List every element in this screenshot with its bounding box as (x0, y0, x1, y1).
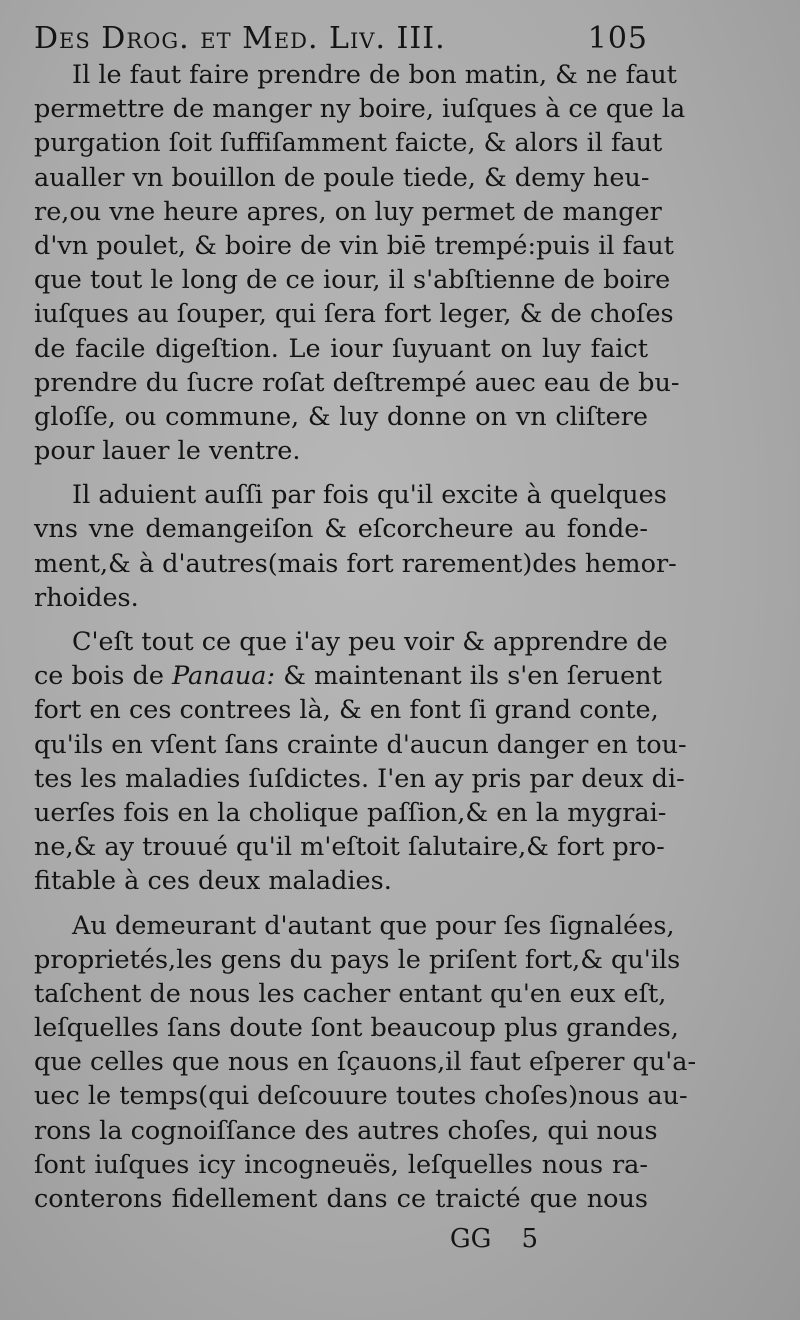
text-line: Il le faut faire prendre de bon matin, & ne faut (72, 60, 677, 90)
text-line: uerſes fois en la cholique paſſion,& en la mygrai- (34, 797, 667, 828)
running-head (34, 20, 648, 58)
text-line: vns vne demangeiſon & eſcorcheure au fonde- (34, 514, 648, 545)
text-line: uec le temps(qui deſcouure toutes choſes)nous au- (34, 1081, 688, 1112)
text-line: ce bois de Panaua: & maintenant ils s'en ſeruent (34, 661, 662, 692)
gathering-number: 5 (521, 1224, 538, 1255)
paragraph-gap (34, 468, 648, 478)
body-text (34, 58, 697, 1216)
text-line: Au demeurant d'autant que pour ſes ſignalées, (72, 910, 675, 941)
text-line: ſont iuſques icy incogneuës, leſquelles nous ra- (34, 1149, 648, 1180)
text-line: tes les maladies ſuſdictes. I'en ay pris par deux di- (34, 763, 685, 794)
text-line: aualler vn bouillon de poule tiede, & demy heu- (34, 162, 650, 193)
text-line: fort en ces contrees là, & en font ſi grand conte, (34, 695, 659, 726)
page-number: 105 (587, 21, 648, 56)
text-line: conterons fidellement dans ce traicté que nous (34, 1184, 648, 1214)
text-line: fitable à ces deux maladies. (34, 866, 392, 897)
text-line: rons la cognoiſſance des autres choſes, qui nous (34, 1115, 658, 1146)
paragraph (34, 478, 677, 615)
paragraph (34, 625, 687, 899)
text-line: pour lauer le ventre. (34, 436, 301, 467)
text-line: prendre du ſucre roſat deſtrempé auec eau de bu- (34, 367, 680, 398)
text-line: rhoides. (34, 582, 139, 613)
text-line: de facile digeſtion. Le iour ſuyuant on luy faict (34, 333, 648, 364)
text-line: purgation ſoit ſuffiſamment faicte, & alors il faut (34, 128, 663, 159)
text-line: C'eſt tout ce que i'ay peu voir & apprendre de (72, 627, 668, 657)
text-block (34, 20, 697, 1258)
text-line: ment,& à d'autres(mais fort rarement)des hemor- (34, 548, 677, 579)
paragraph (34, 909, 697, 1217)
text-line: que tout le long de ce iour, il s'abſtienne de boire (34, 265, 671, 296)
text-line: proprietés,les gens du pays le priſent fort,& qu'ils (34, 944, 681, 975)
text-line: permettre de manger ny boire, iuſques à ce que la (34, 94, 686, 125)
text-line: leſquelles ſans doute ſont beaucoup plus grandes, (34, 1013, 679, 1044)
paragraph (34, 58, 686, 468)
running-head-title: Des Drog. et Med. Liv. III. (34, 21, 446, 56)
text-line: que celles que nous en ſçauons,il faut eſperer qu'a- (34, 1047, 697, 1078)
text-line: gloſſe, ou commune, & luy donne on vn cliſtere (34, 401, 648, 432)
text-line: iuſques au ſouper, qui ſera fort leger, & de choſes (34, 299, 674, 330)
text-line: qu'ils en vſent ſans crainte d'aucun danger en tou- (34, 729, 687, 760)
paragraph-gap (34, 899, 648, 909)
page-footer (34, 1220, 648, 1258)
text-line: taſchent de nous les cacher entant qu'en eux eſt, (34, 978, 667, 1009)
text-line: re,ou vne heure apres, on luy permet de manger (34, 196, 662, 227)
text-line: d'vn poulet, & boire de vin biē trempé:puis il faut (34, 230, 674, 261)
paragraph-gap (34, 615, 648, 625)
signature-mark: GG (449, 1224, 492, 1255)
text-line: ne,& ay trouué qu'il m'eſtoit ſalutaire,& fort pro- (34, 832, 665, 863)
text-line: Il aduient auſſi par fois qu'il excite à quelques (72, 480, 667, 511)
italic-term: Panaua: (172, 661, 276, 692)
